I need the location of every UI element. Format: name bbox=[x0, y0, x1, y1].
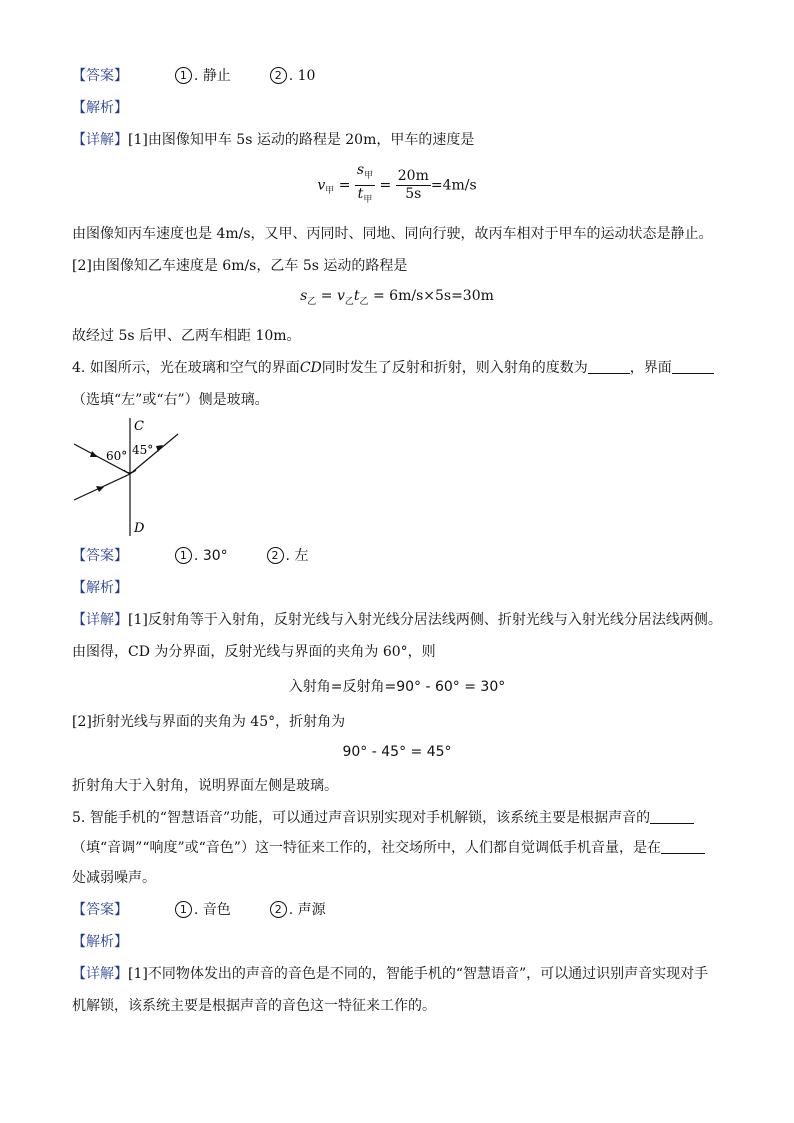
q4-stem: 4. 如图所示，光在玻璃和空气的界面CD同时发生了反射和折射，则入射角的度数为 ，界面 bbox=[72, 358, 714, 378]
angle-45: 45° bbox=[132, 443, 154, 457]
q5-detail-1: 【详解】[1]不同物体发出的声音的音色是不同的，智能手机的“智慧语音”，可以通过识别声音实现对手 bbox=[72, 966, 709, 982]
blank-1 bbox=[588, 359, 630, 374]
marker-2: 2 bbox=[270, 67, 287, 84]
q4-stem-2: （选填“左”或“右”）侧是玻璃。 bbox=[72, 392, 269, 408]
label-d: D bbox=[134, 521, 145, 536]
q4-answer-row: 【答案】 1 . 30° 2 . 左 bbox=[72, 548, 309, 564]
answer-2: 左 bbox=[294, 548, 309, 564]
analysis-tag: 【解析】 bbox=[72, 100, 128, 116]
analysis-tag: 【解析】 bbox=[72, 934, 128, 950]
q3-line-2: 由图像知丙车速度也是 4m/s，又甲、丙同时、同地、同向行驶，故丙车相对于甲车的运动状态是静止。 bbox=[72, 226, 713, 242]
q3-line-3: [2]由图像知乙车速度是 6m/s，乙车 5s 运动的路程是 bbox=[72, 258, 408, 274]
detail-tag: 【详解】 bbox=[72, 132, 128, 148]
blank-1 bbox=[650, 809, 694, 824]
q4-equation-1: 入射角=反射角=90° - 60° = 30° bbox=[288, 679, 506, 695]
q4-line-4: 折射角大于入射角，说明界面左侧是玻璃。 bbox=[72, 778, 338, 794]
q5-stem-1: 5. 智能手机的“智慧语音”功能，可以通过声音识别实现对手机解锁，该系统主要是根据声音的 bbox=[72, 808, 694, 828]
q4-detail-1: 【详解】[1]反射角等于入射角，反射光线与入射光线分居法线两侧、折射光线与入射光线分居法线两侧。 bbox=[72, 612, 722, 628]
q3-answer-row: 【答案】 1 . 静止 2 . 10 bbox=[72, 68, 316, 84]
q3-line-4: 故经过 5s 后甲、乙两车相距 10m。 bbox=[72, 328, 301, 344]
q3-equation-1: $v_甲$ = $\frac{s_甲}{t_甲}$ = $\frac{20m}{5s}$ =4m/s bbox=[317, 162, 477, 205]
answer-2: 10 bbox=[297, 68, 316, 84]
q5-detail-2: 机解锁，该系统主要是根据声音的音色这一特征来工作的。 bbox=[72, 998, 436, 1014]
blank-2 bbox=[672, 359, 714, 374]
q4-line-2: 由图得，CD 为分界面，反射光线与界面的夹角为 60°，则 bbox=[72, 644, 436, 660]
label-c: C bbox=[134, 419, 144, 434]
light-refraction-diagram bbox=[72, 414, 192, 538]
reflected-arrow-icon bbox=[90, 451, 98, 457]
answer-1: 30° bbox=[202, 548, 228, 564]
analysis-tag: 【解析】 bbox=[72, 580, 128, 596]
q5-stem-2: （填“音调”“响度”或“音色”）这一特征来工作的，社交场所中，人们都自觉调低手机音量，是在 bbox=[72, 838, 705, 858]
answer-1: 音色 bbox=[202, 902, 231, 918]
answer-tag: 【答案】 bbox=[72, 68, 128, 84]
angle-60: 60° bbox=[106, 449, 128, 463]
q4-equation-2: 90° - 45° = 45° bbox=[342, 744, 452, 760]
q3-detail-1: 【详解】[1]由图像知甲车 5s 运动的路程是 20m，甲车的速度是 bbox=[72, 132, 475, 148]
answer-1: 静止 bbox=[202, 68, 231, 84]
q4-line-3: [2]折射光线与界面的夹角为 45°，折射角为 bbox=[72, 714, 346, 730]
answer-2: 声源 bbox=[297, 902, 326, 918]
marker-1: 1 bbox=[175, 67, 192, 84]
q5-stem-3: 处减弱噪声。 bbox=[72, 870, 156, 886]
q3-equation-2: $s_乙 = v_乙t_乙 = 6m/s\times 5s=30m$ bbox=[300, 288, 494, 307]
blank-2 bbox=[661, 839, 705, 854]
q5-answer-row: 【答案】 1 . 音色 2 . 声源 bbox=[72, 902, 326, 918]
